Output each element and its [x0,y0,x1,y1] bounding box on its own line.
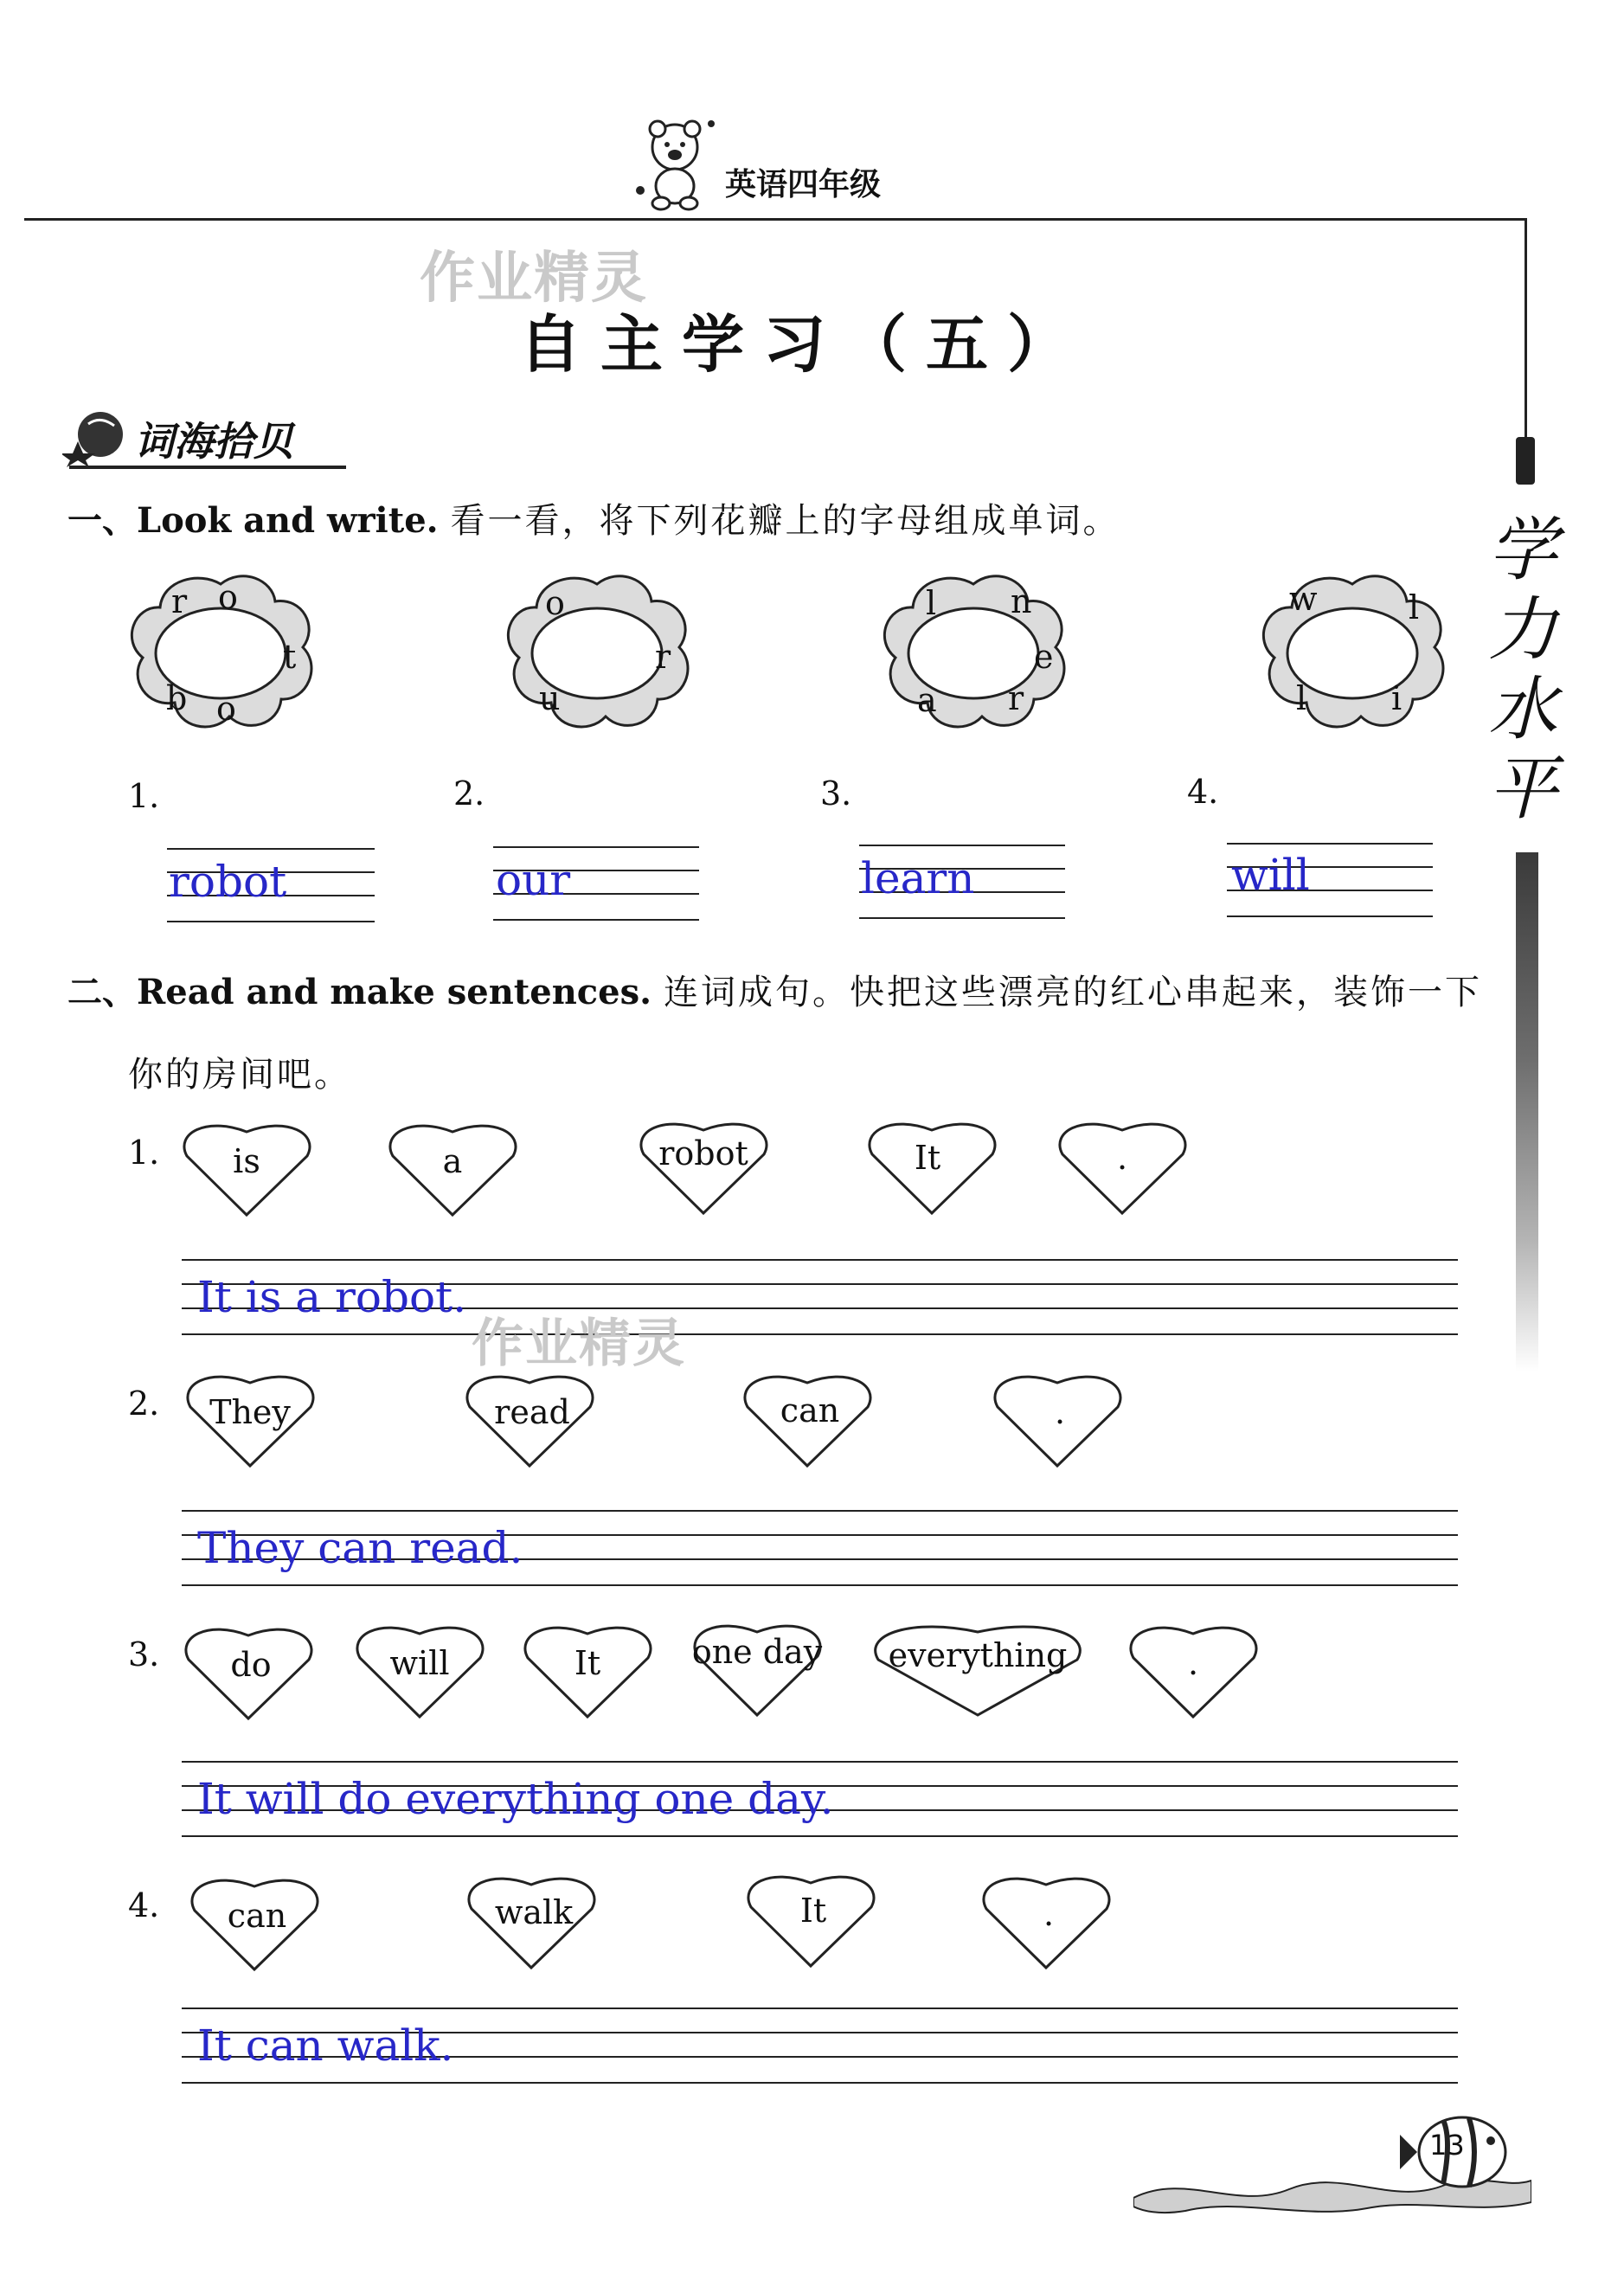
part1-heading-en: 一、Look and write. [67,500,439,541]
page-title: 自主学习（五） [519,308,1089,381]
heart-1-5 [1056,1121,1190,1217]
flower-3-letter-1: l [926,584,937,622]
heart-1-2 [386,1123,520,1218]
heart-4-4-word: . [1043,1895,1055,1933]
heart-3-1 [182,1627,316,1722]
side-gradient-bar [1516,852,1538,1372]
heart-3-6-word: . [1187,1644,1199,1682]
heart-3-4 [690,1623,825,1718]
heart-3-1-word: do [230,1646,272,1684]
side-title-text: 学力水平 [1488,510,1557,829]
part2-heading-zh: 连词成句。快把这些漂亮的红心串起来，装饰一下 [663,973,1482,1012]
flower-4 [1253,571,1452,731]
heart-1-3-word: robot [658,1134,748,1172]
part1-item-4-number: 4. [1187,773,1219,811]
flower-4-letter-3: i [1391,679,1403,717]
flower-1-letter-4: o [216,690,236,728]
part1-item-3-number: 3. [820,774,852,813]
part2-heading-cont: 你的房间吧。 [128,1055,351,1095]
flower-2-letter-2: r [655,638,671,676]
heart-3-3 [521,1625,655,1720]
book-label: 英语四年级 [725,167,882,202]
flower-3 [874,571,1073,731]
part1-item-2-number: 2. [453,774,485,813]
part2-item-1-number: 1. [128,1134,160,1172]
heart-2-3-word: can [780,1391,840,1429]
part2-item-3-number: 3. [128,1635,160,1673]
heart-2-1 [183,1374,318,1469]
part2-item-3-answer: It will do everything one day. [197,1774,834,1824]
section-underline [69,466,346,469]
part2-heading-en: 二、Read and make sentences. [67,972,652,1012]
flower-3-letter-2: n [1011,582,1032,620]
flower-2-letter-3: u [539,679,561,717]
flower-3-letter-5: a [917,681,937,719]
part2-item-4-number: 4. [128,1886,160,1924]
heart-2-4 [991,1374,1125,1469]
part2-item-1-answer: It is a robot. [197,1272,467,1322]
heart-4-3 [744,1874,878,1969]
heart-2-3 [741,1374,875,1469]
heart-4-1-word: can [227,1897,287,1935]
watermark-middle: 作业精灵 [472,1314,686,1374]
heart-4-2-word: walk [494,1893,574,1931]
flower-3-letter-3: e [1034,638,1054,676]
page-number: 13 [1429,2129,1465,2162]
star-globe-icon [62,407,132,467]
heart-4-1 [188,1878,322,1973]
heart-2-4-word: . [1054,1393,1066,1431]
flower-1-letter-2: o [218,578,238,616]
flower-4-letter-2: l [1409,588,1420,626]
heart-4-3-word: It [799,1892,827,1930]
part1-heading [67,493,1120,543]
heart-1-1 [180,1123,314,1218]
side-rule [1525,218,1527,447]
flower-3-letter-4: r [1008,679,1024,717]
heart-3-2-word: will [389,1644,450,1682]
heart-1-3 [637,1121,771,1217]
header-rule [24,218,1525,221]
heart-3-5 [870,1623,1086,1718]
side-title [1471,511,1575,829]
heart-1-2-word: a [442,1142,463,1180]
section-badge: 词海拾贝 [134,418,293,465]
part1-item-1-number: 1. [128,777,160,815]
heart-1-1-word: is [233,1142,260,1180]
flower-1-letter-5: b [166,679,188,717]
heart-3-2 [353,1625,487,1720]
bear-mascot-icon [632,117,718,212]
flower-1-letter-1: r [171,582,188,620]
heart-3-5-word: everything [888,1636,1068,1674]
heart-2-1-word: They [209,1393,291,1431]
part1-heading-zh: 看一看，将下列花瓣上的字母组成单词。 [450,501,1120,541]
heart-3-3-word: It [574,1644,601,1682]
side-knob [1516,437,1535,485]
flower-2-letter-1: o [545,584,565,622]
watermark-top: 作业精灵 [420,247,648,311]
heart-1-4 [865,1121,999,1217]
flower-1 [121,571,320,731]
heart-2-2 [463,1374,597,1469]
heart-1-5-word: . [1116,1139,1128,1177]
heart-3-4-word: one day [691,1633,823,1671]
heart-3-6 [1127,1625,1261,1720]
flower-1-letter-3: t [283,638,297,676]
part1-item-2-answer: our [496,855,571,905]
part1-item-1-answer: robot [169,857,287,907]
flower-2 [497,571,696,731]
flower-4-letter-4: l [1296,679,1307,717]
part1-item-4-answer: will [1231,850,1310,900]
part2-item-2-answer: They can read. [197,1523,523,1573]
heart-1-4-word: It [914,1139,941,1177]
part2-item-4-answer: It can walk. [197,2020,454,2071]
heart-2-2-word: read [494,1393,570,1431]
flower-4-letter-1: w [1289,580,1318,618]
part2-heading [67,965,1482,1014]
heart-4-2 [465,1876,599,1971]
part1-item-3-answer: learn [861,853,975,903]
heart-4-4 [979,1876,1114,1971]
part2-item-2-number: 2. [128,1384,160,1423]
